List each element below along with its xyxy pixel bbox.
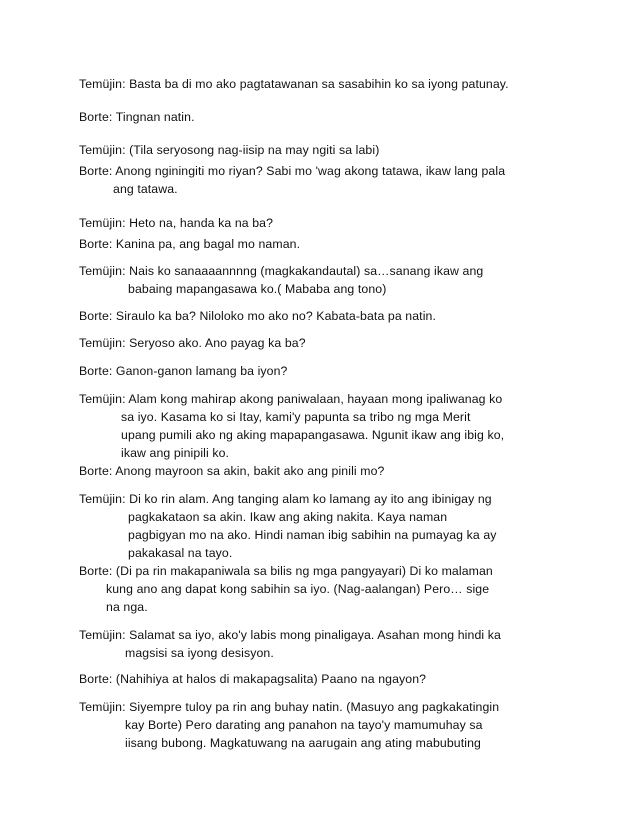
dialogue-borte-3	[0, 235, 638, 253]
dialogue-borte-5	[0, 362, 638, 380]
dialogue-line: Temüjin: Nais ko sanaaaannnng (magkakandautal) sa…sanang ikaw ang	[79, 264, 484, 278]
dialogue-line: sa iyo. Kasama ko si Itay, kami'y papunta sa tribo ng mga Merit	[121, 410, 471, 424]
dialogue-line: Temüjin: Siyempre tuloy pa rin ang buhay natin. (Masuyo ang pagkakatingin	[79, 700, 500, 714]
dialogue-line: Temüjin: Heto na, handa ka na ba?	[79, 216, 274, 230]
dialogue-temujin-7	[0, 490, 638, 562]
dialogue-line: pagkakataon sa akin. Ikaw ang aking nakita. Kaya naman	[128, 510, 448, 524]
dialogue-line: pagbigyan mo na ako. Hindi naman ibig sabihin na pumayag ka ay	[128, 528, 497, 542]
dialogue-borte-4	[0, 307, 638, 325]
dialogue-line: Temüjin: Alam kong mahirap akong paniwalaan, hayaan mong ipaliwanag ko	[79, 392, 503, 406]
dialogue-temujin-8	[0, 626, 638, 662]
dialogue-line: upang pumili ako ng aking mapapangasawa. Ngunit ikaw ang ibig ko,	[121, 428, 505, 442]
dialogue-line: babaing mapangasawa ko.( Mababa ang tono)	[128, 282, 387, 296]
dialogue-line: Borte: Anong mayroon sa akin, bakit ako ang pinili mo?	[79, 464, 385, 478]
dialogue-line: Borte: Siraulo ka ba? Niloloko mo ako no? Kabata-bata pa natin.	[79, 309, 436, 323]
dialogue-temujin-9	[0, 698, 638, 752]
dialogue-temujin-4	[0, 262, 638, 298]
dialogue-line: magsisi sa iyong desisyon.	[125, 646, 274, 660]
dialogue-line: kay Borte) Pero darating ang panahon na tayo'y mamumuhay sa	[125, 718, 483, 732]
dialogue-line: pakakasal na tayo.	[128, 546, 233, 560]
dialogue-line: Borte: Ganon-ganon lamang ba iyon?	[79, 364, 288, 378]
dialogue-line: ikaw ang pinipili ko.	[121, 446, 230, 460]
dialogue-borte-8	[0, 670, 638, 688]
dialogue-temujin-3	[0, 214, 638, 232]
dialogue-line: ang tatawa.	[113, 182, 178, 196]
dialogue-borte-2	[0, 162, 638, 198]
dialogue-borte-1	[0, 108, 638, 126]
dialogue-line: Temüjin: (Tila seryosong nag-iisip na may ngiti sa labi)	[79, 143, 380, 157]
dialogue-borte-7	[0, 562, 638, 616]
dialogue-temujin-1	[0, 75, 638, 93]
dialogue-line: kung ano ang dapat kong sabihin sa iyo. (Nag-aalangan) Pero… sige	[106, 582, 490, 596]
dialogue-line: Borte: Kanina pa, ang bagal mo naman.	[79, 237, 301, 251]
dialogue-line: Borte: (Nahihiya at halos di makapagsalita) Paano na ngayon?	[79, 672, 427, 686]
dialogue-line: Temüjin: Seryoso ako. Ano payag ka ba?	[79, 336, 306, 350]
dialogue-line: Borte: (Di pa rin makapaniwala sa bilis ng mga pangyayari) Di ko malaman	[79, 564, 493, 578]
dialogue-temujin-6	[0, 390, 638, 462]
dialogue-line: Borte: Tingnan natin.	[79, 110, 195, 124]
dialogue-line: Temüjin: Di ko rin alam. Ang tanging alam ko lamang ay ito ang ibinigay ng	[79, 492, 492, 506]
dialogue-borte-6	[0, 462, 638, 480]
dialogue-line: Temüjin: Basta ba di mo ako pagtatawanan sa sasabihin ko sa iyong patunay.	[79, 77, 509, 91]
dialogue-line: Borte: Anong nginingiti mo riyan? Sabi mo 'wag akong tatawa, ikaw lang pala	[79, 164, 506, 178]
dialogue-line: iisang bubong. Magkatuwang na aarugain ang ating mabubuting	[125, 736, 481, 750]
dialogue-line: Temüjin: Salamat sa iyo, ako'y labis mong pinaligaya. Asahan mong hindi ka	[79, 628, 501, 642]
dialogue-line: na nga.	[106, 600, 148, 614]
dialogue-temujin-5	[0, 334, 638, 352]
dialogue-temujin-2	[0, 141, 638, 159]
